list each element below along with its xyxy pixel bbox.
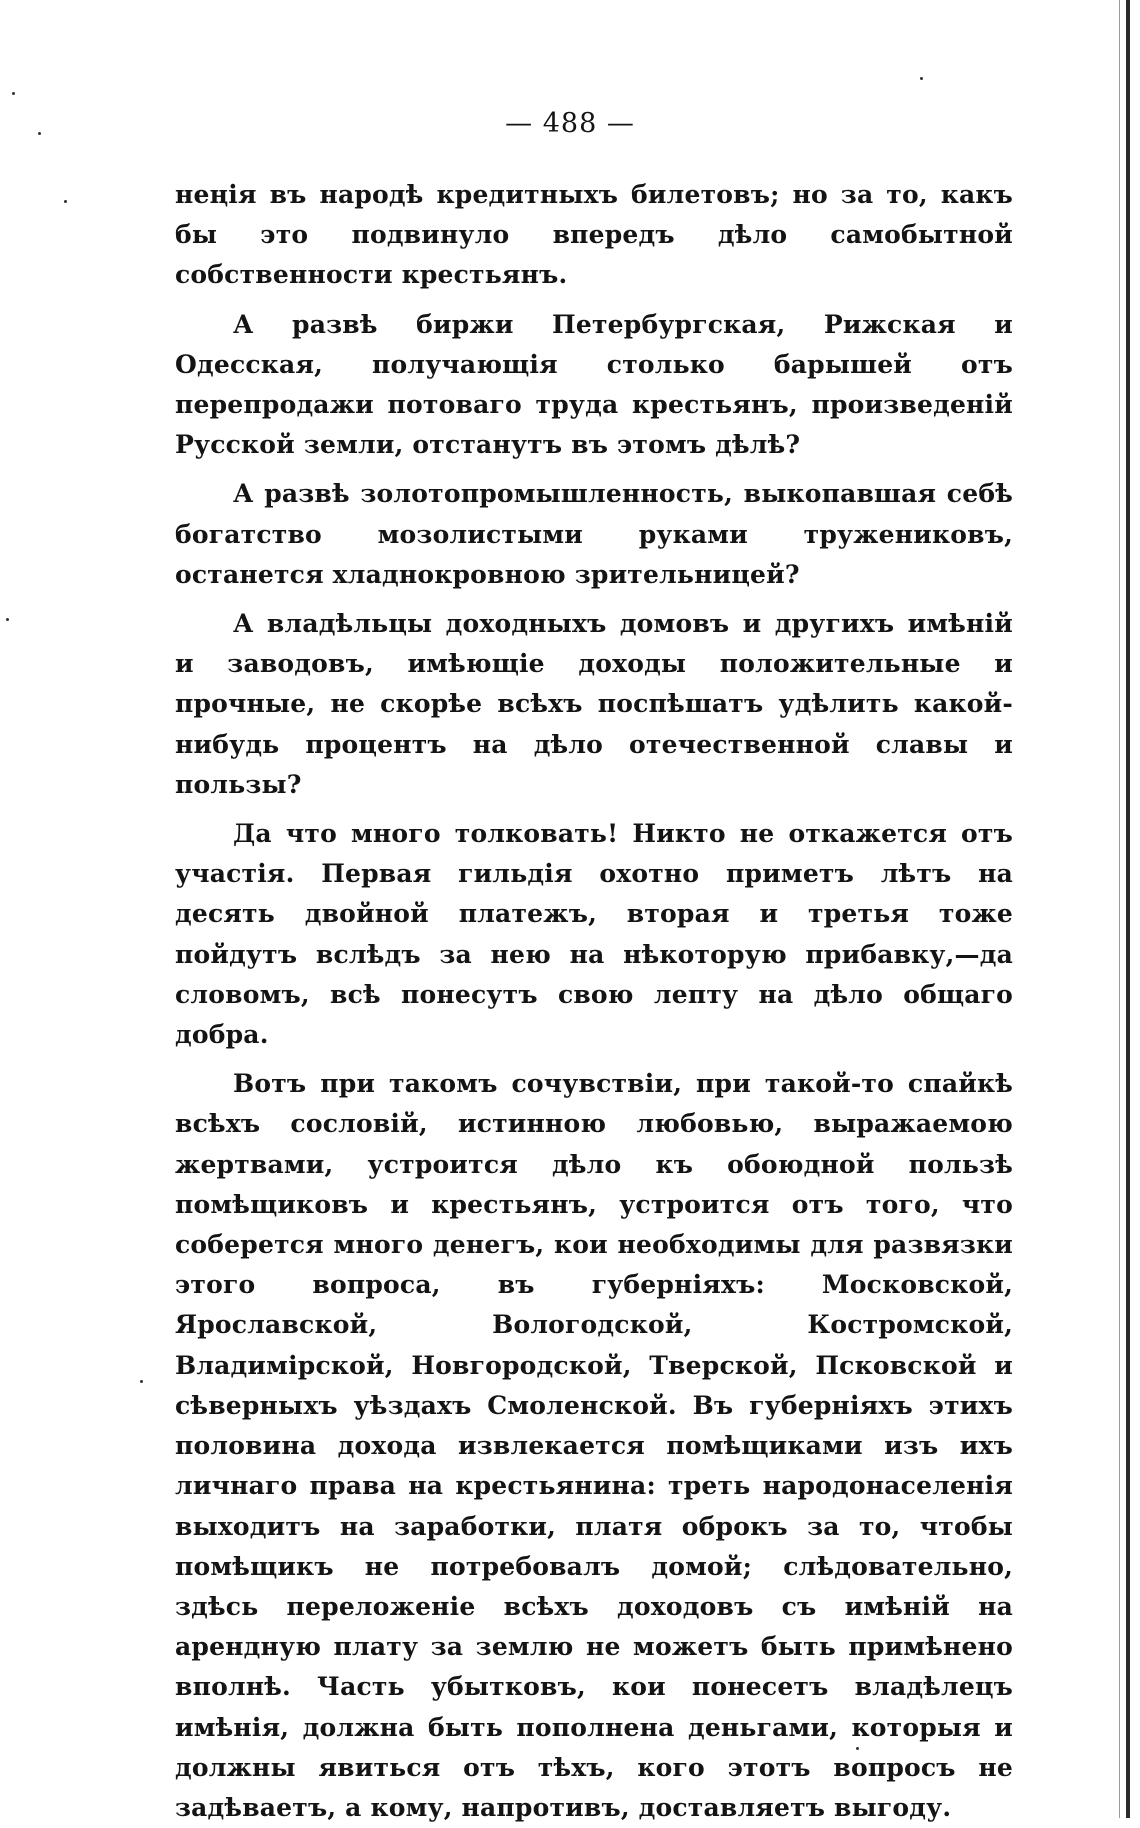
paragraph: Вотъ при такомъ сочувствіи, при такой-то спайкѣ всѣхъ сословій, истинною любовью, выражаемою жертвами, устроится дѣло къ обоюдной пользѣ помѣщиковъ и крестьянъ, устроится отъ того, что соберется много денегъ, кои необходимы для развязки этого вопроса, въ губерніяхъ: Московской, Ярославской, Вологодской, Костромской, Владимірской, Новгородской, Тверской, Псковской и сѣверныхъ уѣздахъ Смоленской. Въ губерніяхъ этихъ половина дохода извлекается помѣщиками изъ ихъ личнаго права на крестьянина: треть народонаселенія выходитъ на заработки, платя оброкъ за то, чтобы помѣщикъ не потребовалъ домой; слѣдовательно, здѣсь переложеніе всѣхъ доходовъ съ имѣній на арендную плату за землю не можетъ быть примѣнено вполнѣ. Часть убытковъ, кои понесетъ владѣлецъ имѣнія, должна быть пополнена деньгами, которыя и должны явиться отъ тѣхъ, кого этотъ вопросъ не задѣваетъ, а кому, напротивъ, доставляетъ выгоду. [175,1069,1013,1822]
paragraph: неңія въ народѣ кредитныхъ билетовъ; но за то, какъ бы это подвинуло впередъ дѣло самобытной собственности крестьянъ. [175,180,1013,290]
page-edge-line [1119,0,1120,1818]
page-number: — 488 — [505,108,635,139]
paragraph: А развѣ биржи Петербургская, Рижская и Одесская, получающія столько барышей отъ перепродажи потоваго труда крестьянъ, произведеній Русской земли, отстанутъ въ этомъ дѣлѣ? [175,309,1013,460]
print-speck [64,200,67,203]
body-text [175,175,1013,1828]
print-speck [12,92,15,95]
print-speck [920,77,923,80]
paragraph: А владѣльцы доходныхъ домовъ и другихъ имѣній и заводовъ, имѣющіе доходы положительные и прочные, не скорѣе всѣхъ поспѣшатъ удѣлить какой-нибудь процентъ на дѣло отечественной славы и пользы? [175,609,1013,799]
print-speck [140,1380,143,1383]
print-speck [6,618,9,621]
paragraph: Да что много толковать! Никто не откажется отъ участія. Первая гильдія охотно приметъ лѣтъ на десять двойной платежъ, вторая и третья тоже пойдутъ вслѣдъ за нею на нѣкоторую прибавку,—да словомъ, всѣ понесутъ свою лепту на дѣло общаго добра. [175,819,1013,1050]
paragraph: А развѣ золотопромышленность, выкопавшая себѣ богатство мозолистыми руками тружениковъ, останется хладнокровною зрительницей? [175,479,1013,589]
page-edge-shadow [1126,0,1130,1818]
